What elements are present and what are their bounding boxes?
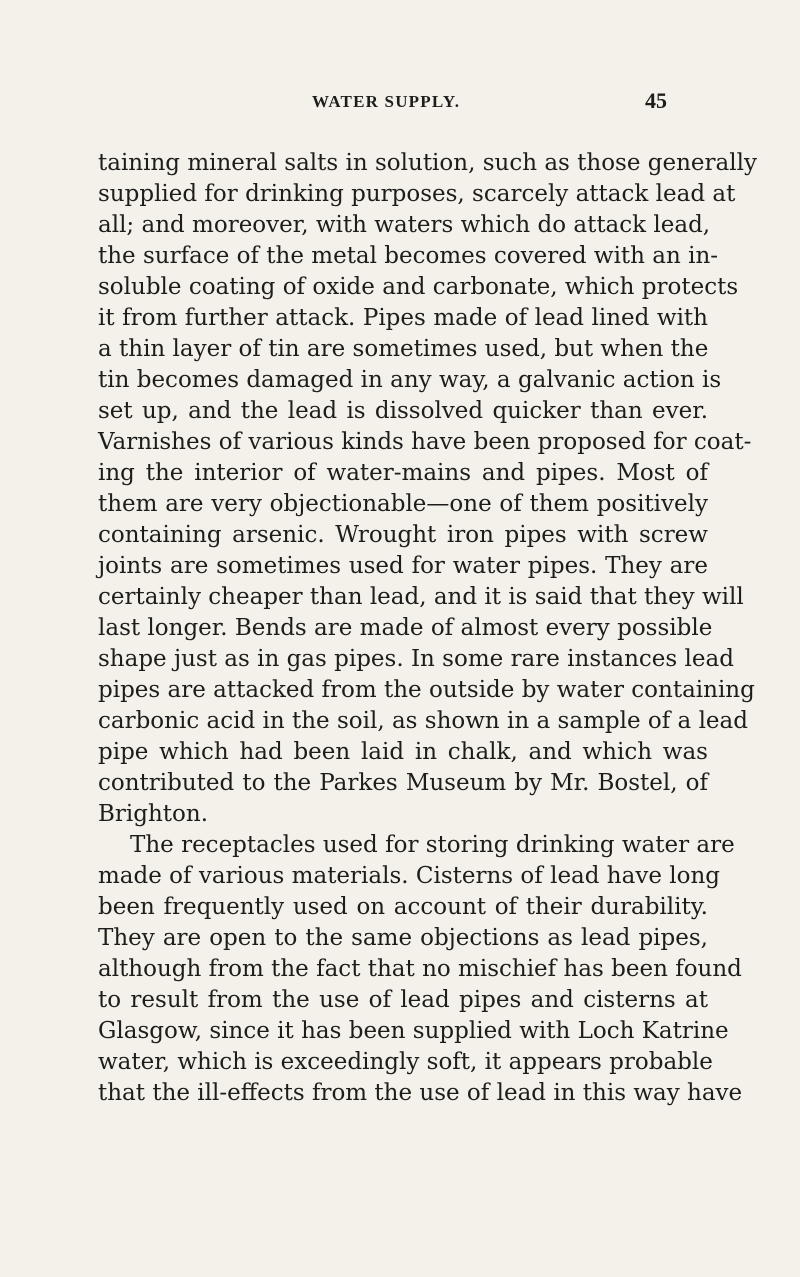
text-line: pipe which had been laid in chalk, and which was [98,739,708,765]
text-line: Glasgow, since it has been supplied with Loch Katrine [98,1018,729,1044]
text-line: last longer. Bends are made of almost every possible [98,615,713,641]
text-line: been frequently used on account of their durability. [98,894,708,920]
text-line: supplied for drinking purposes, scarcely attack lead at [98,181,736,207]
text-line: tin becomes damaged in any way, a galvanic action is [98,367,722,393]
text-line: shape just as in gas pipes. In some rare instances lead [98,646,734,672]
text-line: them are very objectionable—one of them positively [98,491,708,517]
text-line: The receptacles used for storing drinking water are [130,832,735,858]
text-line: a thin layer of tin are sometimes used, but when the [98,336,709,362]
text-line: the surface of the metal becomes covered with an in- [98,243,719,269]
text-line: all; and moreover, with waters which do attack lead, [98,212,711,238]
text-line: certainly cheaper than lead, and it is said that they will [98,584,744,610]
text-line: it from further attack. Pipes made of lead lined with [98,305,708,331]
text-line: soluble coating of oxide and carbonate, which protects [98,274,739,300]
text-line: carbonic acid in the soil, as shown in a sample of a lead [98,708,748,734]
text-line: contributed to the Parkes Museum by Mr. Bostel, of [98,770,708,796]
text-line: although from the fact that no mischief has been found [98,956,742,982]
page-number: 45 [645,88,667,113]
text-line: They are open to the same objections as lead pipes, [98,925,708,951]
text-line: Brighton. [98,801,209,827]
text-line: joints are sometimes used for water pipes. They are [98,553,708,579]
text-line: set up, and the lead is dissolved quicker than ever. [98,398,708,424]
text-line: to result from the use of lead pipes and cisterns at [98,987,708,1013]
text-line: pipes are attacked from the outside by water containing [98,677,755,703]
text-line: water, which is exceedingly soft, it appears probable [98,1049,713,1075]
text-line: that the ill-effects from the use of lead in this way have [98,1080,743,1106]
running-title: WATER SUPPLY. [312,92,461,111]
text-line: taining mineral salts in solution, such as those generally [98,150,757,176]
text-line: containing arsenic. Wrought iron pipes with screw [98,522,708,548]
text-line: ing the interior of water-mains and pipes. Most of [98,460,708,486]
text-line: Varnishes of various kinds have been proposed for coat- [98,429,752,455]
text-line: made of various materials. Cisterns of lead have long [98,863,720,889]
